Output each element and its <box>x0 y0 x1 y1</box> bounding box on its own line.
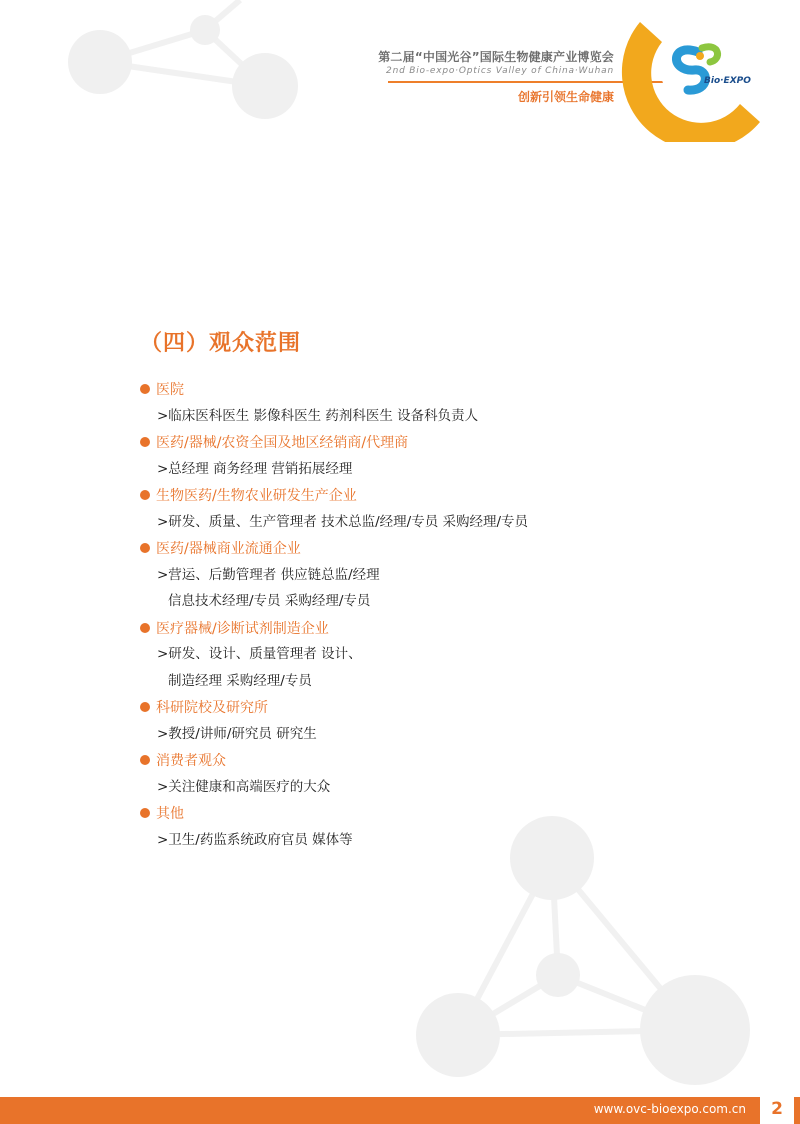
category-detail: >教授/讲师/研究员 研究生 <box>157 725 317 742</box>
category-detail: >营运、后勤管理者 供应链总监/经理 <box>157 566 380 583</box>
category-detail: >临床医科医生 影像科医生 药剂科医生 设备科负责人 <box>157 407 479 424</box>
category-detail: >总经理 商务经理 营销拓展经理 <box>157 460 353 477</box>
category-distributors <box>140 429 700 456</box>
section-title: （四）观众范围 <box>140 331 302 356</box>
category-label: 科研院校及研究所 <box>156 700 268 717</box>
category-commerce <box>140 535 700 562</box>
category-detail: >研发、质量、生产管理者 技术总监/经理/专员 采购经理/专员 <box>157 513 529 530</box>
expo-subtitle: 2nd Bio-expo·Optics Valley of China·Wuhan <box>386 66 614 76</box>
category-device-makers <box>140 615 700 642</box>
category-detail: >研发、设计、质量管理者 设计、 <box>157 646 362 662</box>
category-other <box>140 800 700 827</box>
bullet-icon <box>140 437 150 447</box>
bullet-icon <box>140 490 150 500</box>
category-label: 消费者观众 <box>156 753 226 770</box>
category-hospital <box>140 376 700 403</box>
website-link[interactable]: www.ovc-bioexpo.com.cn <box>593 1102 746 1116</box>
category-detail: >卫生/药监系统政府官员 媒体等 <box>157 831 353 848</box>
bullet-icon <box>140 543 150 553</box>
bullet-icon <box>140 702 150 712</box>
bullet-icon <box>140 755 150 765</box>
expo-tagline: 创新引领生命健康 <box>517 90 614 104</box>
category-detail: 信息技术经理/专员 采购经理/专员 <box>168 593 371 609</box>
bullet-icon <box>140 623 150 633</box>
audience-list <box>140 376 700 853</box>
page-number: 2 <box>760 1093 794 1124</box>
category-detail: 制造经理 采购经理/专员 <box>168 672 312 689</box>
category-research <box>140 694 700 721</box>
category-label: 医药/器械商业流通企业 <box>156 541 301 558</box>
category-label: 医疗器械/诊断试剂制造企业 <box>156 620 329 637</box>
expo-title: 第二届“中国光谷”国际生物健康产业博览会 <box>378 50 614 64</box>
category-consumers <box>140 747 700 774</box>
logo-wordmark: Bio·EXPO <box>704 76 751 86</box>
category-label: 生物医药/生物农业研发生产企业 <box>156 488 357 505</box>
category-detail: >关注健康和高端医疗的大众 <box>157 778 331 795</box>
category-label: 其他 <box>156 806 184 823</box>
category-label: 医药/器械/农资全国及地区经销商/代理商 <box>156 435 409 452</box>
footer-bar <box>0 1097 800 1124</box>
category-rd-manufacturers <box>140 482 700 509</box>
bullet-icon <box>140 384 150 394</box>
category-label: 医院 <box>156 382 184 399</box>
bullet-icon <box>140 808 150 818</box>
